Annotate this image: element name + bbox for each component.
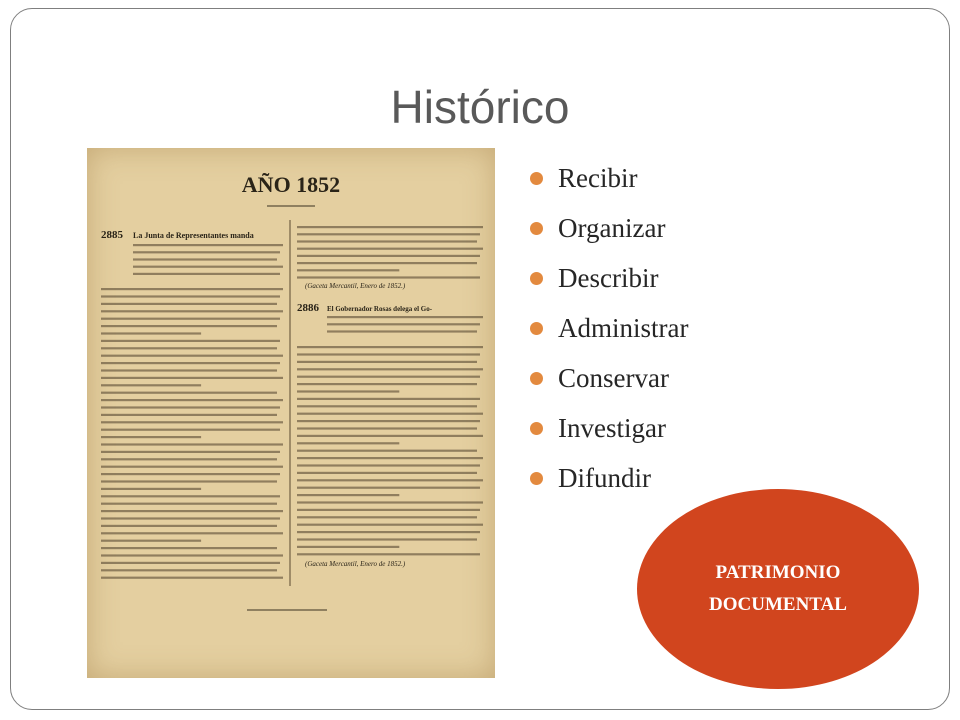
bullet-dot-icon bbox=[530, 172, 543, 185]
bullet-dot-icon bbox=[530, 372, 543, 385]
source-citation-1: (Gaceta Mercantil, Enero de 1852.) bbox=[305, 282, 406, 290]
bullet-list bbox=[526, 160, 688, 510]
entry-title-left: La Junta de Representantes manda bbox=[133, 231, 254, 240]
bullet-dot-icon bbox=[530, 322, 543, 335]
slide-title: Histórico bbox=[390, 81, 570, 133]
bullet-item: Administrar bbox=[526, 310, 688, 360]
bullet-dot-icon bbox=[530, 422, 543, 435]
source-citation-2: (Gaceta Mercantil, Enero de 1852.) bbox=[305, 560, 406, 568]
bullet-dot-icon bbox=[530, 272, 543, 285]
bullet-item: Recibir bbox=[526, 160, 688, 210]
historical-document-image bbox=[87, 148, 495, 678]
document-heading: AÑO 1852 bbox=[241, 172, 341, 197]
bullet-item: Conservar bbox=[526, 360, 688, 410]
bullet-item: Organizar bbox=[526, 210, 688, 260]
patrimonio-documental-badge bbox=[637, 489, 919, 689]
bullet-item: Difundir bbox=[526, 460, 688, 510]
bullet-item: Describir bbox=[526, 260, 688, 310]
bullet-item: Investigar bbox=[526, 410, 688, 460]
bullet-dot-icon bbox=[530, 222, 543, 235]
entry-title-right: El Gobernador Rosas delega el Go- bbox=[327, 305, 433, 313]
badge-line-2: DOCUMENTAL bbox=[709, 594, 847, 615]
document-text-lines bbox=[101, 226, 483, 579]
badge-line-1: PATRIMONIO bbox=[715, 562, 841, 583]
entry-number-right: 2886 bbox=[297, 302, 319, 314]
entry-number-left: 2885 bbox=[101, 229, 123, 241]
bullet-dot-icon bbox=[530, 472, 543, 485]
